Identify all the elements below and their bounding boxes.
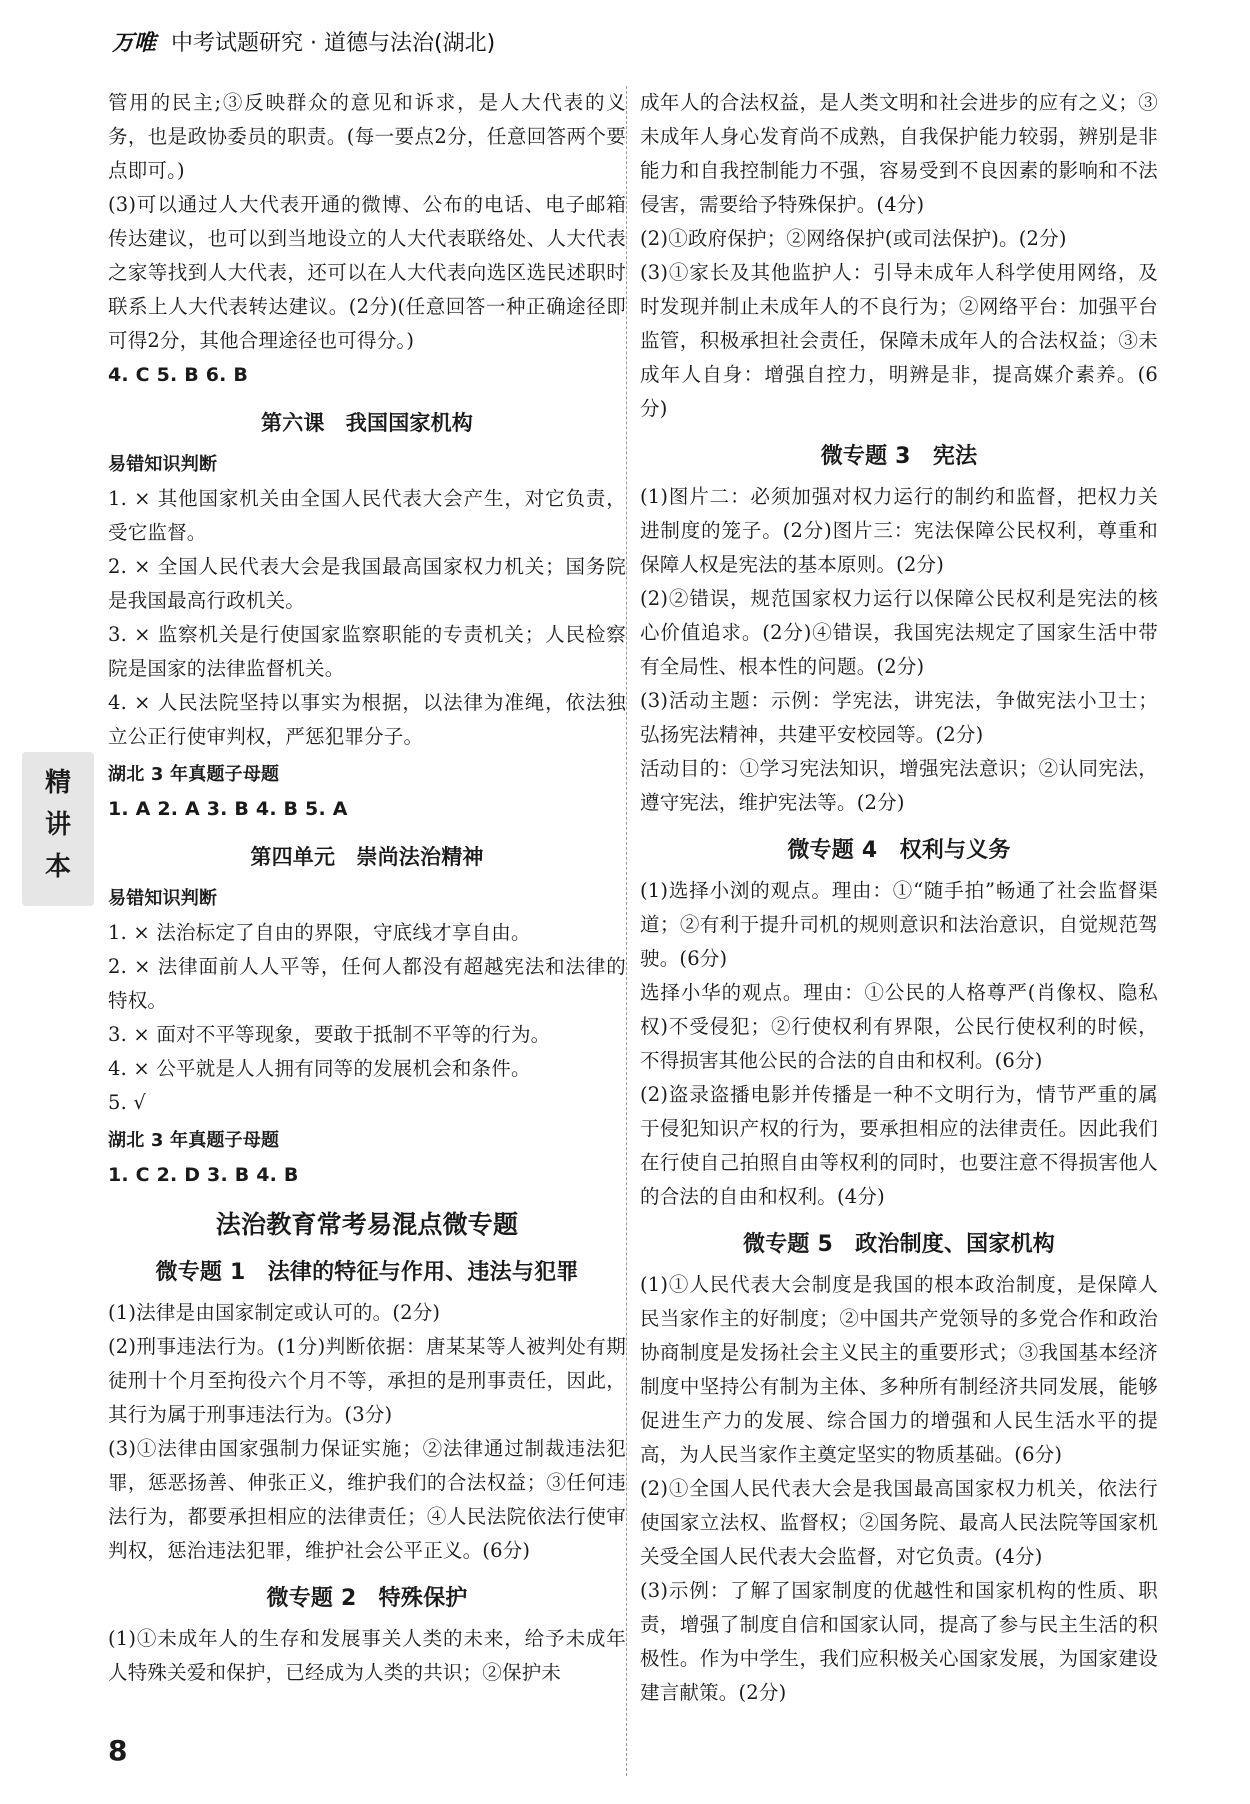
paragraph: (1)①未成年人的生存和发展事关人类的未来，给予未成年人特殊关爱和保护，已经成为人类的共识；②保护未 xyxy=(108,1627,626,1684)
list-item: 4. × 公平就是人人拥有同等的发展机会和条件。 xyxy=(108,1057,531,1080)
unit-title: 第四单元 崇尚法治精神 xyxy=(250,845,484,869)
paragraph: (3)可以通过人大代表开通的微博、公布的电话、电子邮箱传达建议，也可以到当地设立的人大代表联络处、人大代表之家等找到人大代表，还可以在人大代表向选区选民述职时联系上人大代表转达建议。(2分)(任意回答一种正确途径即可得2分，其他合理途径也可得分。) xyxy=(108,193,626,352)
topic-title: 微专题 4 权利与义务 xyxy=(787,838,1011,863)
paragraph: (1)图片二：必须加强对权力运行的制约和监督，把权力关进制度的笼子。(2分)图片三：宪法保障公民权利，尊重和保障人权是宪法的基本原则。(2分) xyxy=(640,485,1158,576)
paragraph: (2)盗录盗播电影并传播是一种不文明行为，情节严重的属于侵犯知识产权的行为，要承担相应的法律责任。因此我们在行使自己拍照自由等权利的同时，也要注意不得损害他人的合法的自由和权利。(4分) xyxy=(640,1083,1158,1208)
choice-answers: 1. C 2. D 3. B 4. B xyxy=(108,1164,299,1186)
page-number: 8 xyxy=(108,1734,128,1767)
paragraph: (1)法律是由国家制定或认可的。(2分) xyxy=(108,1301,441,1324)
list-item: 1. × 法治标定了自由的界限，守底线才享自由。 xyxy=(108,921,531,944)
list-item: 3. × 监察机关是行使国家监察职能的专责机关；人民检察院是国家的法律监督机关。 xyxy=(108,623,626,680)
topic-title: 微专题 3 宪法 xyxy=(820,444,978,469)
column-divider xyxy=(626,86,627,1776)
lesson-title: 第六课 我国国家机构 xyxy=(261,411,473,435)
book-title: 中考试题研究 · 道德与法治(湖北) xyxy=(171,31,496,56)
paragraph: 成年人的合法权益，是人类文明和社会进步的应有之义；③未成年人身心发育尚不成熟，自我保护能力较弱，辨别是非能力和自我控制能力不强，容易受到不良因素的影响和不法侵害，需要给予特殊保护。(4分) xyxy=(640,91,1158,216)
paragraph: (1)①人民代表大会制度是我国的根本政治制度，是保障人民当家作主的好制度；②中国共产党领导的多党合作和政治协商制度是发扬社会主义民主的重要形式；③我国基本经济制度中坚持公有制为主体、多种所有制经济共同发展，能够促进生产力的发展、综合国力的增强和人民生活水平的提高，为人民当家作主奠定坚实的物质基础。(6分) xyxy=(640,1273,1158,1466)
paragraph: 管用的民主;③反映群众的意见和诉求，是人大代表的义务，也是政协委员的职责。(每一要点2分，任意回答两个要点即可。) xyxy=(108,91,626,182)
section-label: 易错知识判断 xyxy=(108,888,218,909)
topic-title: 微专题 1 法律的特征与作用、违法与犯罪 xyxy=(155,1260,579,1285)
list-item: 2. × 全国人民代表大会是我国最高国家权力机关；国务院是我国最高行政机关。 xyxy=(108,555,626,612)
paragraph: (2)刑事违法行为。(1分)判断依据：唐某某等人被判处有期徒刑十个月至拘役六个月不等，承担的是刑事责任，因此，其行为属于刑事违法行为。(3分) xyxy=(108,1335,626,1426)
section-label: 湖北 3 年真题子母题 xyxy=(108,764,280,785)
paragraph: (3)示例：了解了国家制度的优越性和国家机构的性质、职责，增强了制度自信和国家认同，提高了参与民主生活的积极性。作为中学生，我们应积极关心国家发展，为国家建设建言献策。(2分) xyxy=(640,1579,1158,1704)
side-tab xyxy=(22,752,94,906)
paragraph: (2)②错误，规范国家权力运行以保障公民权利是宪法的核心价值追求。(2分)④错误，我国宪法规定了国家生活中带有全局性、根本性的问题。(2分) xyxy=(640,587,1158,678)
topic-title: 微专题 2 特殊保护 xyxy=(266,1586,468,1611)
section-label: 湖北 3 年真题子母题 xyxy=(108,1130,280,1151)
side-tab-char: 讲 xyxy=(44,810,71,840)
main-section-title: 法治教育常考易混点微专题 xyxy=(215,1210,519,1239)
paragraph: 选择小华的观点。理由：①公民的人格尊严(肖像权、隐私权)不受侵犯；②行使权利有界限，公民行使权利的时候，不得损害其他公民的合法的自由和权利。(6分) xyxy=(640,981,1158,1072)
section-label: 易错知识判断 xyxy=(108,454,218,475)
paragraph: (2)①政府保护；②网络保护(或司法保护)。(2分) xyxy=(640,227,1067,250)
paragraph: (1)选择小浏的观点。理由：①“随手拍”畅通了社会监督渠道；②有利于提升司机的规则意识和法治意识，自觉规范驾驶。(6分) xyxy=(640,879,1158,970)
paragraph: 活动目的：①学习宪法知识，增强宪法意识；②认同宪法，遵守宪法，维护宪法等。(2分) xyxy=(640,757,1158,814)
right-column xyxy=(640,86,1158,1710)
topic-title: 微专题 5 政治制度、国家机构 xyxy=(743,1232,1055,1257)
list-item: 5. √ xyxy=(108,1091,147,1114)
choice-answers: 1. A 2. A 3. B 4. B 5. A xyxy=(108,798,348,820)
paragraph: (3)①家长及其他监护人：引导未成年人科学使用网络，及时发现并制止未成年人的不良行为；②网络平台：加强平台监管，积极承担社会责任，保障未成年人的合法权益；③未成年人自身：增强自控力，明辨是非，提高媒介素养。(6分) xyxy=(640,261,1158,420)
left-column xyxy=(108,86,626,1690)
side-tab-char: 本 xyxy=(44,852,71,882)
list-item: 3. × 面对不平等现象，要敢于抵制不平等的行为。 xyxy=(108,1023,551,1046)
page-header xyxy=(112,26,495,57)
paragraph: (3)①法律由国家强制力保证实施；②法律通过制裁违法犯罪，惩恶扬善、伸张正义，维护我们的合法权益；③任何违法行为，都要承担相应的法律责任；④人民法院依法行使审判权，惩治违法犯罪，维护社会公平正义。(6分) xyxy=(108,1437,626,1562)
list-item: 4. × 人民法院坚持以事实为根据，以法律为准绳，依法独立公正行使审判权，严惩犯罪分子。 xyxy=(108,691,626,748)
list-item: 1. × 其他国家机关由全国人民代表大会产生，对它负责，受它监督。 xyxy=(108,487,626,544)
choice-answers: 4. C 5. B 6. B xyxy=(108,364,249,386)
paragraph: (2)①全国人民代表大会是我国最高国家权力机关，依法行使国家立法权、监督权；②国务院、最高人民法院等国家机关受全国人民代表大会监督，对它负责。(4分) xyxy=(640,1477,1158,1568)
brand-logo: 万唯 xyxy=(112,31,157,56)
paragraph: (3)活动主题：示例：学宪法，讲宪法，争做宪法小卫士；弘扬宪法精神，共建平安校园等。(2分) xyxy=(640,689,1158,746)
side-tab-char: 精 xyxy=(44,768,71,798)
list-item: 2. × 法律面前人人平等，任何人都没有超越宪法和法律的特权。 xyxy=(108,955,626,1012)
